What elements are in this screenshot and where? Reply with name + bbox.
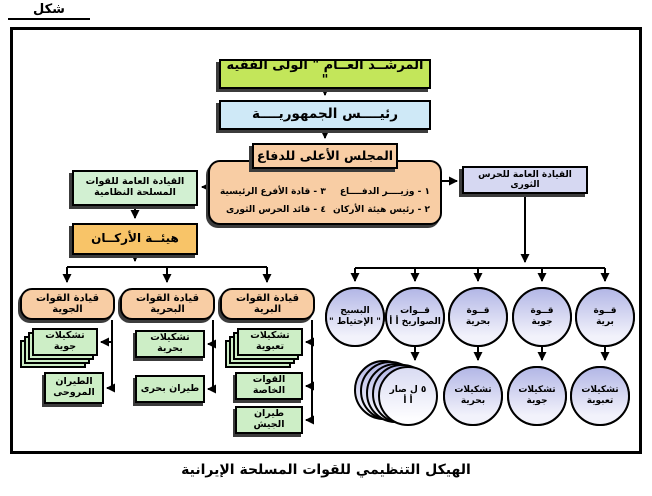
naval-formations-line2: بحرية [460,396,486,406]
missile-brigades-line1: ٥ ل صار [389,384,427,395]
naval-formations-circle [443,366,503,426]
ground-force-circle [575,287,635,347]
missile-forces-line2: الصواريخ أ أ [389,317,441,327]
naval-force-circle [448,287,508,347]
air-formations-box: تشكيلات جوية [32,328,98,356]
air-force-command-box: قيادة القوات الجوية [20,288,115,320]
tactical-formations-stack [237,328,303,356]
helicopter-aviation-line1: الطيران [55,376,93,388]
helicopter-aviation-box [44,372,104,404]
general-staff-box: هيئــة الأركــان [72,223,198,255]
basij-circle [325,287,385,347]
missile-forces-circle [385,287,445,347]
naval-aviation-box: طيران بحرى [135,375,205,403]
ground-force-line2: برية [596,317,614,327]
air-force-line2: جوية [531,317,553,327]
defense-council-members [210,162,440,223]
irgc-command-box: القيادة العامة للحرس الثورى [462,166,588,194]
defense-council-title-box: المجلس الأعلى للدفاع [252,143,398,169]
supreme-leader-box: المرشــد العــام " الولى الفقيه " [219,59,431,89]
council-member-1: ١ - وزيــــر الدفــــاع [339,187,430,198]
helicopter-aviation-line2: المروحى [53,387,95,398]
council-member-2: ٢ - رئيس هيئة الأركان [332,205,430,216]
regular-forces-command-box [72,170,198,206]
tactical-formations-circle-line1: تشكيلات [581,384,619,395]
missile-forces-line1: قــوات [400,305,430,316]
army-aviation-box: طيران الجيش [235,406,303,434]
air-formations-circle [507,366,567,426]
air-formations-line2: جوية [526,396,548,406]
ground-force-line1: قــوة [593,305,617,316]
air-force-line1: قــوة [530,305,554,316]
ground-forces-command-box: قيادة القوات البرية [220,288,315,320]
air-force-circle [512,287,572,347]
figure-label: شكل [8,2,90,20]
naval-formations-box: تشكيلات بحرية [135,330,205,358]
regular-forces-command-line1: القيادة العامة للقوات [85,176,185,188]
defense-council-members-box [208,160,442,225]
naval-formations-line1: تشكيلات [454,384,492,395]
diagram-caption: الهيكل التنظيمي للقوات المسلحة الإيرانية [181,462,471,478]
air-formations-stack [32,328,98,356]
special-forces-box: القوات الخاصة [235,372,303,400]
basij-line2: " الإحتياط " [329,317,381,327]
council-member-3: ٣ - قادة الأفرع الرئيسية [220,187,326,198]
president-box: رئيــــس الجمهوريــــة [219,100,431,130]
missile-brigades-line2: أ أ [403,396,413,406]
air-formations-line1: تشكيلات [518,384,556,395]
council-member-4: ٤ - قائد الحرس الثورى [226,205,326,216]
tactical-formations-box: تشكيلات تعبوية [237,328,303,356]
missile-brigades-circle-stack [378,366,438,426]
regular-forces-command-line2: المسلحة النظامية [94,187,176,198]
basij-line1: البسيج [340,305,370,316]
naval-force-line1: قــوة [466,305,490,316]
tactical-formations-circle [570,366,630,426]
navy-command-box: قيادة القوات البحرية [120,288,215,320]
tactical-formations-circle-line2: تعبوية [586,396,614,406]
naval-force-line2: بحرية [465,317,491,327]
